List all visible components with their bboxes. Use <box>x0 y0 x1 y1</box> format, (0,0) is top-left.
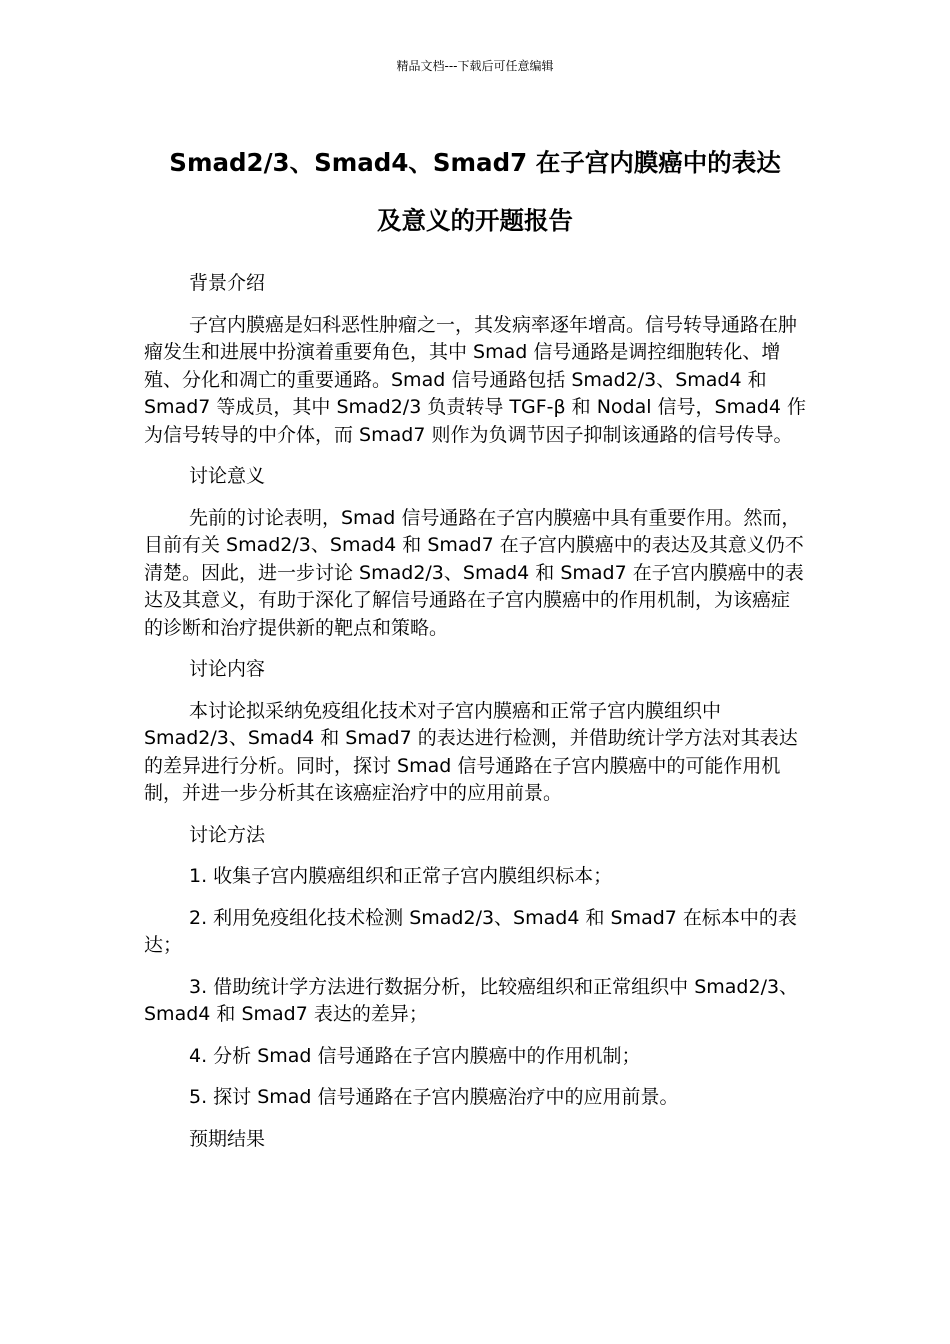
section-heading-methods: 讨论方法 <box>189 823 266 846</box>
method-item-4: 4. 分析 Smad 信号通路在子宫内膜癌中的作用机制； <box>189 1044 641 1067</box>
method-item-2: 2. 利用免疫组化技术检测 Smad2/3、Smad4 和 Smad7 在标本中的表达； <box>144 906 797 956</box>
section-heading-results: 预期结果 <box>189 1127 266 1150</box>
header-note: 精品文档---下载后可任意编辑 <box>396 59 554 73</box>
method-item-5: 5. 探讨 Smad 信号通路在子宫内膜癌治疗中的应用前景。 <box>189 1086 679 1108</box>
section-heading-background: 背景介绍 <box>189 272 266 294</box>
method-item-1: 1. 收集子宫内膜癌组织和正常子宫内膜组织标本； <box>189 865 613 887</box>
section-heading-content: 讨论内容 <box>189 658 266 680</box>
paragraph-background: 子宫内膜癌是妇科恶性肿瘤之一，其发病率逐年增高。信号转导通路在肿瘤发生和进展中扮演着重要角色，其中 Smad 信号通路是调控细胞转化、增殖、分化和凋亡的重要通路。Smad 信号通路包括 Smad2/3、Smad4 和 Smad7 等成员，其中 Smad2/3 负责转导 TGF-β 和 Nodal 信号，Smad4 作为信号转导的中介体，而 Smad7 则作为负调节因子抑制该通路的信号传导。 <box>144 313 806 446</box>
document-title <box>100 134 850 250</box>
title-line-1: Smad2/3、Smad4、Smad7 在子宫内膜癌中的表达 <box>169 148 781 177</box>
section-heading-significance: 讨论意义 <box>189 465 266 487</box>
paragraph-significance: 先前的讨论表明，Smad 信号通路在子宫内膜癌中具有重要作用。然而，目前有关 Smad2/3、Smad4 和 Smad7 在子宫内膜癌中的表达及其意义仍不清楚。因此，进一步讨论 Smad2/3、Smad4 和 Smad7 在子宫内膜癌中的表达及其意义，有助于深化了解信号通路在子宫内膜癌中的作用机制，为该癌症的诊断和治疗提供新的靶点和策略。 <box>144 506 804 639</box>
method-item-3: 3. 借助统计学方法进行数据分析，比较癌组织和正常组织中 Smad2/3、Smad4 和 Smad7 表达的差异； <box>144 975 799 1025</box>
document-body <box>144 270 806 1167</box>
title-line-2: 及意义的开题报告 <box>377 206 573 235</box>
paragraph-content: 本讨论拟采纳免疫组化技术对子宫内膜癌和正常子宫内膜组织中 Smad2/3、Smad4 和 Smad7 的表达进行检测，并借助统计学方法对其表达的差异进行分析。同时，探讨 Smad 信号通路在子宫内膜癌中的可能作用机制，并进一步分析其在该癌症治疗中的应用前景。 <box>144 699 798 804</box>
